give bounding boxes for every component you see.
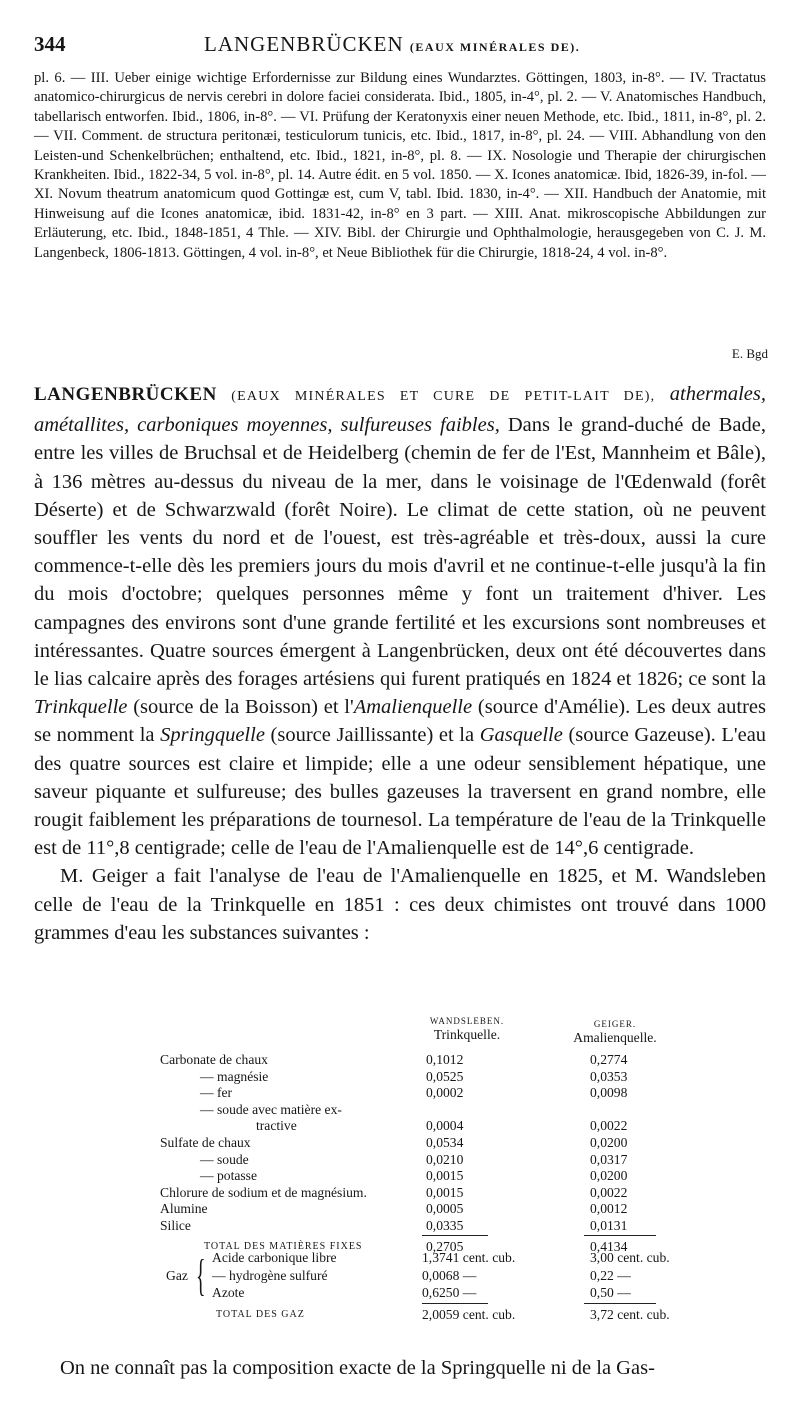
table-row: — potasse 0,0015 0,0200 bbox=[200, 1168, 628, 1184]
headword: LANGENBRÜCKEN bbox=[34, 384, 217, 405]
table-row: Sulfate de chaux 0,0534 0,0200 bbox=[160, 1134, 628, 1150]
column-header-wandsleben: WANDSLEBEN. Trinkquelle. bbox=[429, 1016, 505, 1042]
source-name-gasquelle: Gasquelle bbox=[479, 724, 563, 747]
paragraph-text: Dans le grand-duché de Bade, entre les villes de Bruchsal et de Heidelberg (chemin de fer de l'Est, Mannheim et Bâle), à 136 mètres au-dessus du niveau de la mer, dans le voisinage de l'Œdenwald (forêt Déserte) et de Schwarzwald (forêt Noire). Le climat de cette station, où ne peuvent souffler les vents du nord et de l'ouest, est très-agréable et très-doux, aussi la cure commence-t-elle dès les premiers jours du mois d'avril et ne continue-t-elle jusqu'à la fin du mois d'octobre; quelques personnes même y font un traitement d'hiver. Les campagnes des environs sont d'une grande fertilité et les excursions sont nombreuses et intéressantes. Quatre sources émergent à Langenbrücken, deux ont été découvertes dans le lias calcaire après des forages artésiens qui furent pratiqués en 1824 et 1826; ce sont la bbox=[34, 414, 766, 691]
page-number: 344 bbox=[34, 32, 66, 56]
gas-total-row: TOTAL DES GAZ 2,0059 cent. cub. 3,72 cent. cub. bbox=[160, 1303, 720, 1325]
headword-subtitle: (EAUX MINÉRALES ET CURE DE PETIT-LAIT DE), bbox=[231, 389, 656, 404]
running-head-subtitle: (EAUX MINÉRALES DE). bbox=[409, 40, 581, 54]
table-row: — hydrogène sulfuré 0,0068 — 0,22 — bbox=[212, 1267, 631, 1283]
table-row: Acide carbonique libre 1,3741 cent. cub. 3,00 cent. cub. bbox=[212, 1250, 670, 1265]
source-name-trinkquelle: Trinkquelle bbox=[34, 696, 128, 719]
table-row: Silice 0,0335 0,0131 bbox=[160, 1217, 628, 1233]
paragraph-text: (source Jaillissante) et la bbox=[270, 724, 475, 747]
table-row: — fer 0,0002 0,0098 bbox=[200, 1085, 628, 1101]
paragraph-text: (source d'Amélie). Les deux autres se nomment la bbox=[34, 696, 767, 747]
table-row: Azote 0,6250 — 0,50 — bbox=[212, 1285, 631, 1300]
page-header bbox=[34, 32, 766, 62]
bibliography-block: pl. 6. — III. Ueber einige wichtige Erfordernisse zur Bildung eines Wundarztes. Göttingen, 1803, in-8°. — IV. Tractatus anatomico-chirurgicus de nervis cerebri in dolore faciei considerata. Ibid., 1805, in-4°, pl. 2. — V. Anatomisches Handbuch, tabellarisch entworfen. Ibid., 1806, in-8°. — VI. Prüfung der Keratonyxis einer neuen Methode, etc. Ibid., 1811, in-8°, pl. 2. — VII. Comment. de structura peritonæi, testiculorum tunicis, etc. Ibid., 1817, in-8°, pl. 24. — VIII. Abhandlung von den Leisten-und Schenkelbrüchen; enthaltend, etc. Ibid., 1821, in-8°, pl. 8. — IX. Nosologie und Therapie der chirurgischen Krankheiten. Ibid., 1822-34, 5 vol. in-8°, pl. 14. Autre édit. en 5 vol. 1850. — X. Icones anatomicæ. Ibid, 1826-39, in-fol. — XI. Novum theatrum anatomicum quod Gottingæ est, cum V, tabl. Ibid. 1830, in-4°. — XII. Handbuch der Anatomie, mit Hinweisung auf die Icones anatomicæ, ibid. 1831-42, in-8° en 3 part. — XIII. Anat. mikroscopische Abbildungen zur Erläuterung, etc. Ibid., 1848-1851, 4 Thle. — XIV. Bibl. der Chirurgie und Ophthalmologie, herausgegeben von C. J. M. Langenbeck, 1806-1813. Göttingen, 4 vol. in-8°, et Neue Bibliothek für die Chirurgie, 1818-24, 4 vol. in-8°. bbox=[34, 70, 766, 261]
paragraph-text: (source Gazeuse). L'eau des quatre sources est claire et limpide; elle a une odeur sensiblement hépatique, une saveur piquante et sulfureuse; des bulles gazeuses la traversent en grand nombre, elle rougit faiblement les préparations de tournesol. La température de l'eau de la Trinkquelle est de 11°,8 centigrade; celle de l'eau de l'Amalienquelle est de 14°,6 centigrade. bbox=[34, 724, 767, 860]
table-total-row: TOTAL DES MATIÈRES FIXES 0,2705 0,4134 bbox=[160, 1235, 680, 1261]
sum-rule bbox=[584, 1235, 656, 1236]
table-row: — soude 0,0210 0,0317 bbox=[200, 1151, 628, 1167]
analysis-table bbox=[160, 1014, 680, 1261]
source-name-springquelle: Springquelle bbox=[160, 724, 265, 747]
table-header bbox=[160, 1014, 680, 1052]
sum-rule bbox=[422, 1235, 488, 1236]
article-body bbox=[34, 380, 766, 947]
author-signature: E. Bgd bbox=[731, 346, 768, 361]
article-paragraph-1 bbox=[34, 380, 766, 862]
paragraph-text: (source de la Boisson) et l' bbox=[133, 696, 354, 719]
sum-rule bbox=[584, 1303, 656, 1304]
table-row: — soude avec matière ex- bbox=[200, 1101, 342, 1117]
gas-table bbox=[160, 1250, 720, 1324]
table-row: Chlorure de sodium et de magnésium. 0,0015 0,0022 bbox=[160, 1184, 628, 1200]
sum-rule bbox=[422, 1303, 488, 1304]
water-qualifiers: athermales, amétallites, carboniques moyennes, sulfureuses faibles, bbox=[34, 383, 766, 437]
table-row: Carbonate de chaux 0,1012 0,2774 bbox=[160, 1052, 628, 1067]
column-header-geiger: GEIGER. Amalienquelle. bbox=[573, 1019, 657, 1045]
source-name-amalienquelle: Amalienquelle bbox=[353, 696, 473, 719]
article-paragraph-2: M. Geiger a fait l'analyse de l'eau de l'Amalienquelle en 1825, et M. Wandsleben celle de l'eau de la Trinkquelle en 1851 : ces deux chimistes ont trouvé dans 1000 grammes d'eau les substances suivantes : bbox=[34, 865, 766, 944]
gas-label: Gaz bbox=[166, 1268, 188, 1283]
running-head: LANGENBRÜCKEN (EAUX MINÉRALES DE). bbox=[204, 32, 581, 56]
table-row: Alumine 0,0005 0,0012 bbox=[160, 1201, 628, 1217]
table-row: — magnésie 0,0525 0,0353 bbox=[200, 1068, 628, 1084]
table-row: tractive 0,0004 0,0022 bbox=[256, 1118, 628, 1134]
continuation-line: On ne connaît pas la composition exacte de la Springquelle ni de la Gas- bbox=[60, 1357, 655, 1379]
brace-symbol: { bbox=[196, 1251, 206, 1300]
